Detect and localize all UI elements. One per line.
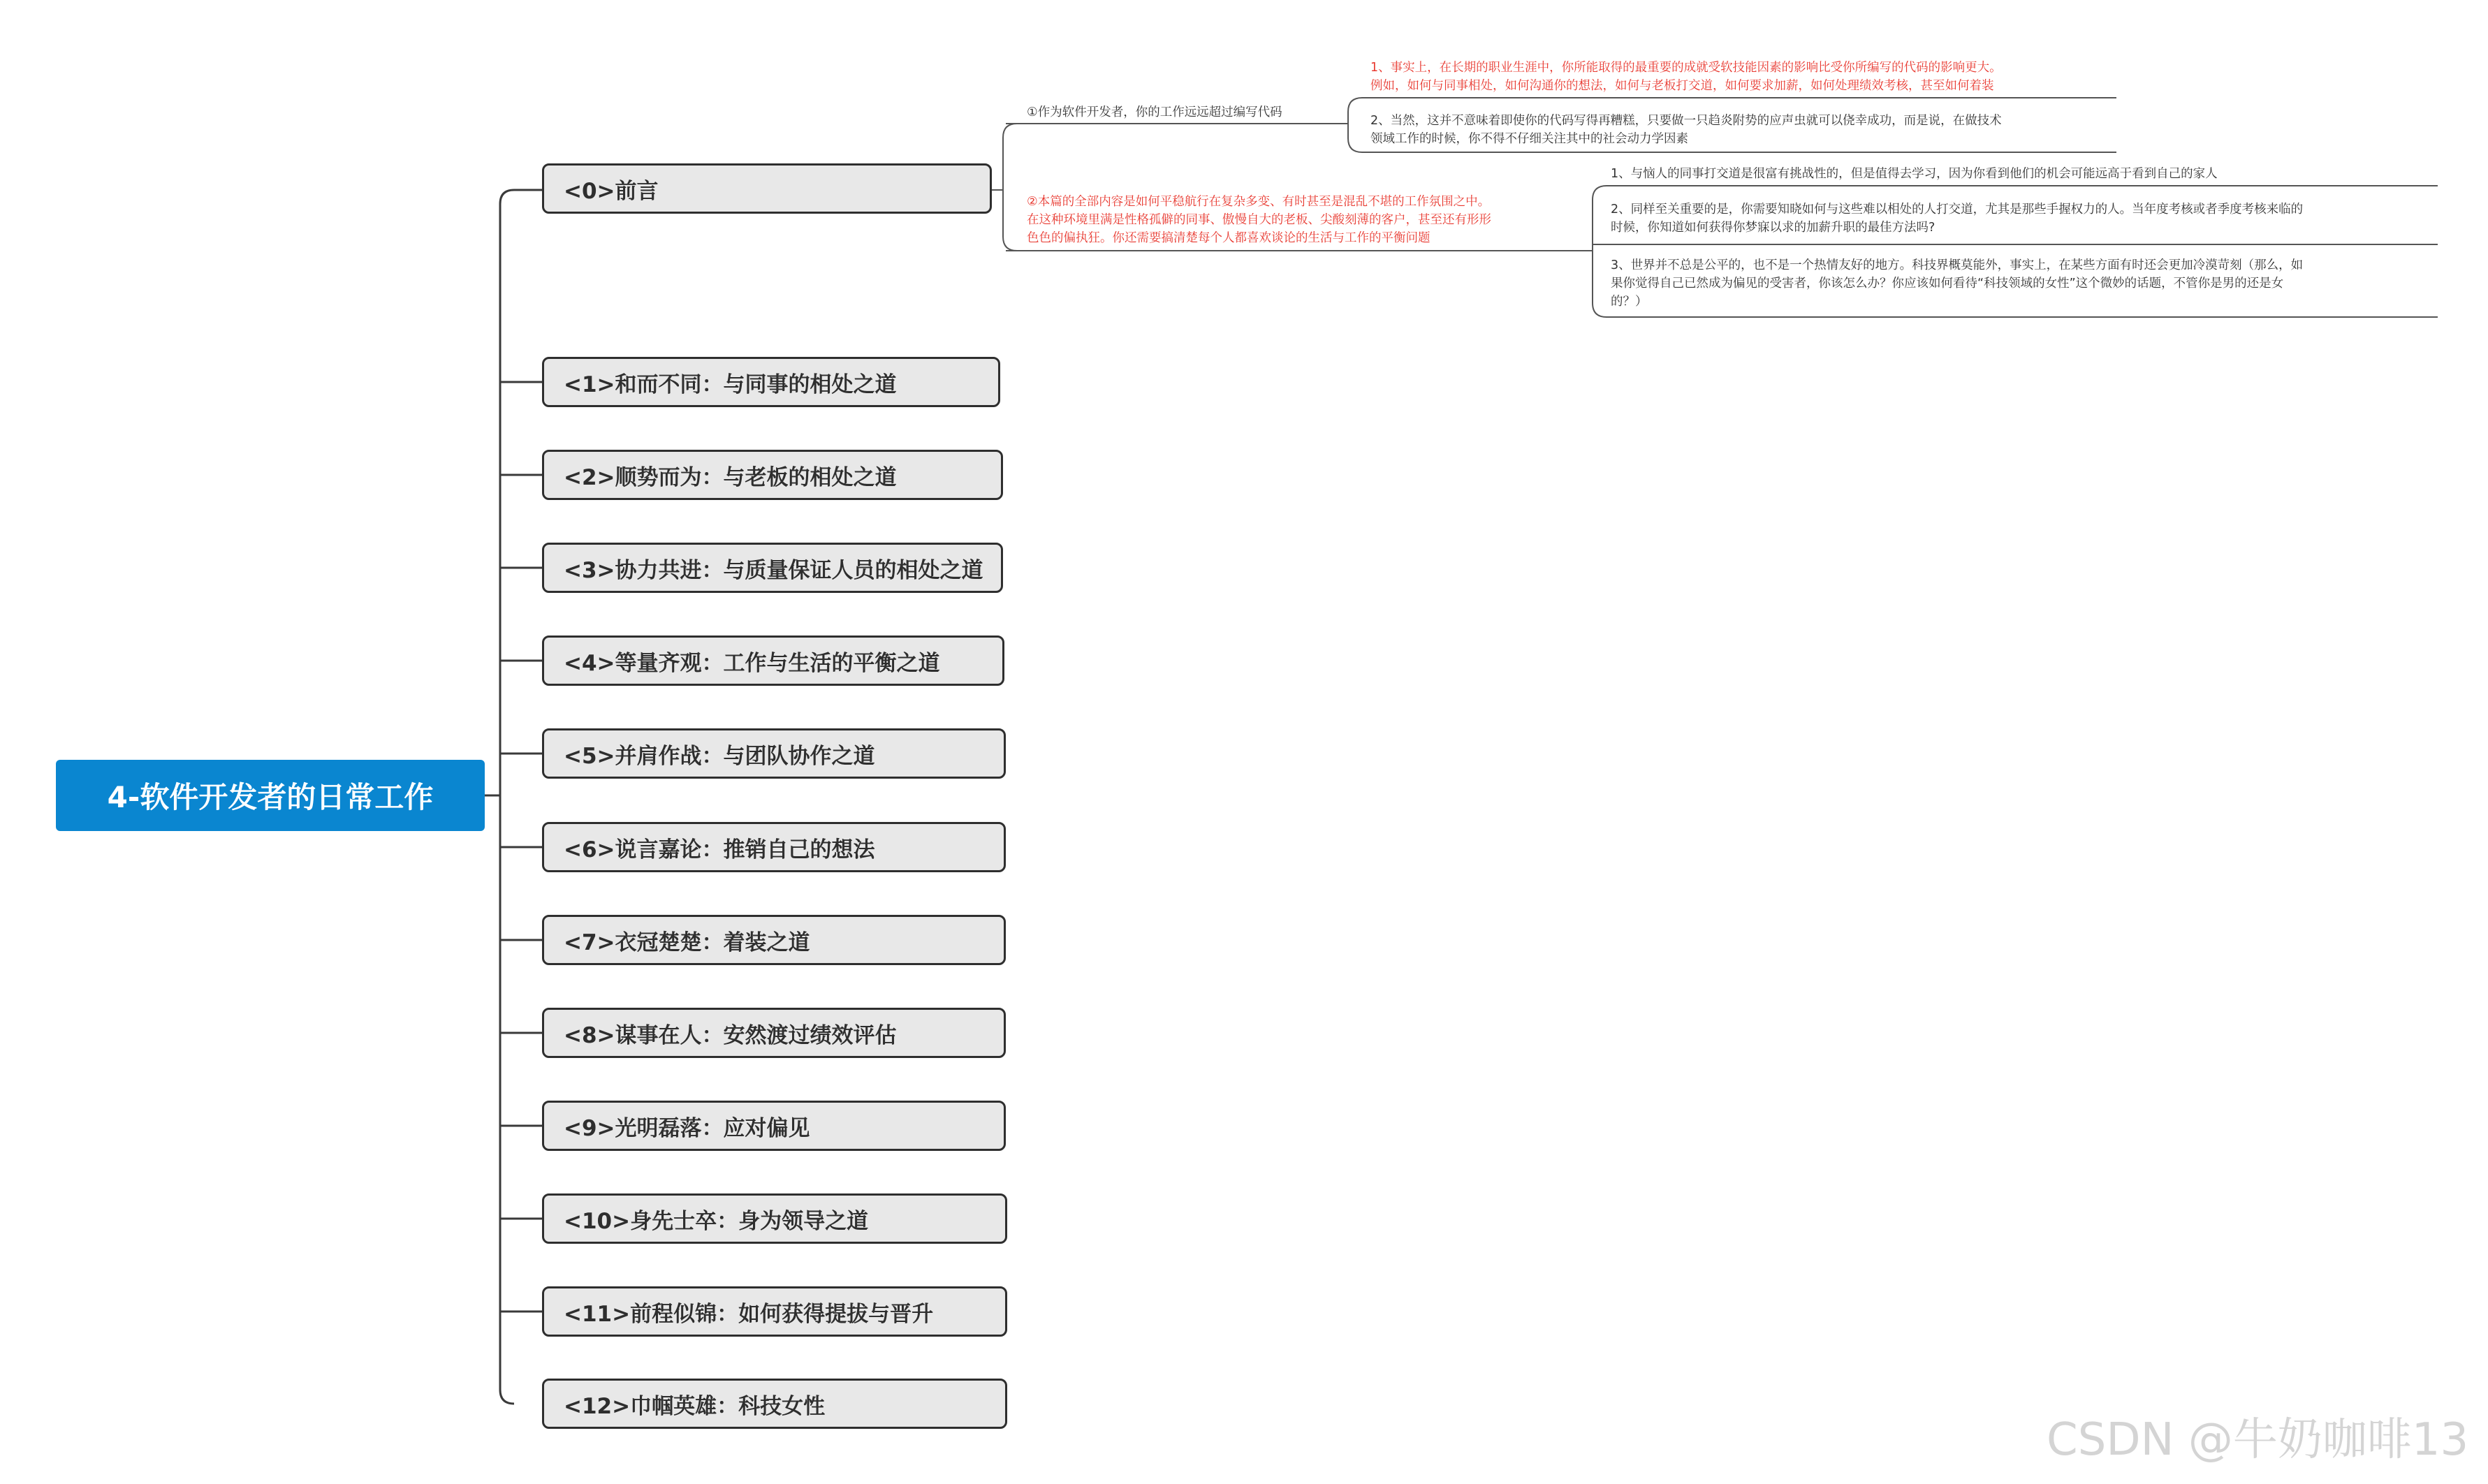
topic-2[interactable]: <2>顺势而为：与老板的相处之道 xyxy=(542,450,1003,500)
note-line: 3、世界并不总是公平的，也不是一个热情友好的地方。科技界概莫能外，事实上，在某些方面有时还会更加冷漠苛刻（那么，如 xyxy=(1611,258,2304,272)
preface-branch1-label[interactable]: ①作为软件开发者，你的工作远远超过编写代码 xyxy=(1027,105,1282,119)
branch2-child2-note[interactable] xyxy=(1611,200,2303,237)
note-line: 领域工作的时候，你不得不仔细关注其中的社会动力学因素 xyxy=(1370,132,1688,146)
spine-line xyxy=(500,190,514,1404)
note-line: 例如，如何与同事相处，如何沟通你的想法，如何与老板打交道，如何要求加薪，如何处理绩效考核，甚至如何着装 xyxy=(1370,79,1994,93)
note-line: 2、同样至关重要的是，你需要知晓如何与这些难以相处的人打交道，尤其是那些手握权力的人。当年度考核或者季度考核来临的 xyxy=(1611,203,2304,216)
topic-4[interactable]: <4>等量齐观：工作与生活的平衡之道 xyxy=(542,636,1004,686)
topic-5[interactable]: <5>并肩作战：与团队协作之道 xyxy=(542,728,1006,779)
topic-12[interactable]: <12>巾帼英雄：科技女性 xyxy=(542,1379,1007,1429)
topic-3[interactable]: <3>协力共进：与质量保证人员的相处之道 xyxy=(542,543,1003,593)
preface-branch2-label[interactable] xyxy=(1027,193,1491,247)
topic-0-preface[interactable]: <0>前言 xyxy=(542,163,992,214)
note-line: 1、与恼人的同事打交道是很富有挑战性的，但是值得去学习，因为你看到他们的机会可能远高于看到自己的家人 xyxy=(1611,167,2218,181)
note-line: 2、当然，这并不意味着即使你的代码写得再糟糕，只要做一只趋炎附势的应声虫就可以侥幸成功，而是说，在做技术 xyxy=(1370,114,2002,128)
note-line: 1、事实上，在长期的职业生涯中，你所能取得的最重要的成就受软技能因素的影响比受你所编写的代码的影响更大。 xyxy=(1370,61,2002,75)
note-line: 色色的偏执狂。你还需要搞清楚每个人都喜欢谈论的生活与工作的平衡问题 xyxy=(1027,231,1430,245)
note-line: ②本篇的全部内容是如何平稳航行在复杂多变、有时甚至是混乱不堪的工作氛围之中。 xyxy=(1027,195,1491,209)
note-line: 的？） xyxy=(1611,295,1648,309)
branch1-child1-note[interactable] xyxy=(1370,59,2002,95)
topic-1[interactable]: <1>和而不同：与同事的相处之道 xyxy=(542,357,1000,407)
note-line: 在这种环境里满是性格孤僻的同事、傲慢自大的老板、尖酸刻薄的客户，甚至还有形形 xyxy=(1027,213,1491,227)
topic-10[interactable]: <10>身先士卒：身为领导之道 xyxy=(542,1193,1007,1244)
topic-11[interactable]: <11>前程似锦：如何获得提拔与晋升 xyxy=(542,1286,1007,1337)
topic-9[interactable]: <9>光明磊落：应对偏见 xyxy=(542,1101,1006,1151)
preface-branch-lines xyxy=(992,124,1017,251)
note-line: 时候，你知道如何获得你梦寐以求的加薪升职的最佳方法吗? xyxy=(1611,221,1935,235)
branch1-split xyxy=(1348,98,1362,152)
branch2-split xyxy=(1593,186,1607,317)
branch2-child3-note[interactable] xyxy=(1611,256,2303,311)
watermark: CSDN @牛奶咖啡13 xyxy=(2047,1414,2469,1466)
topic-7[interactable]: <7>衣冠楚楚：着装之道 xyxy=(542,915,1006,965)
root-topic[interactable]: 4-软件开发者的日常工作 xyxy=(56,760,485,831)
topic-8[interactable]: <8>谋事在人：安然渡过绩效评估 xyxy=(542,1008,1006,1058)
topic-6[interactable]: <6>说言嘉论：推销自己的想法 xyxy=(542,822,1006,872)
note-line: 果你觉得自己已然成为偏见的受害者，你该怎么办？你应该如何看待“科技领域的女性”这个微妙的话题，不管你是男的还是女 xyxy=(1611,277,2284,291)
branch2-child1-note[interactable] xyxy=(1611,165,2218,183)
branch1-child2-note[interactable] xyxy=(1370,112,2002,148)
